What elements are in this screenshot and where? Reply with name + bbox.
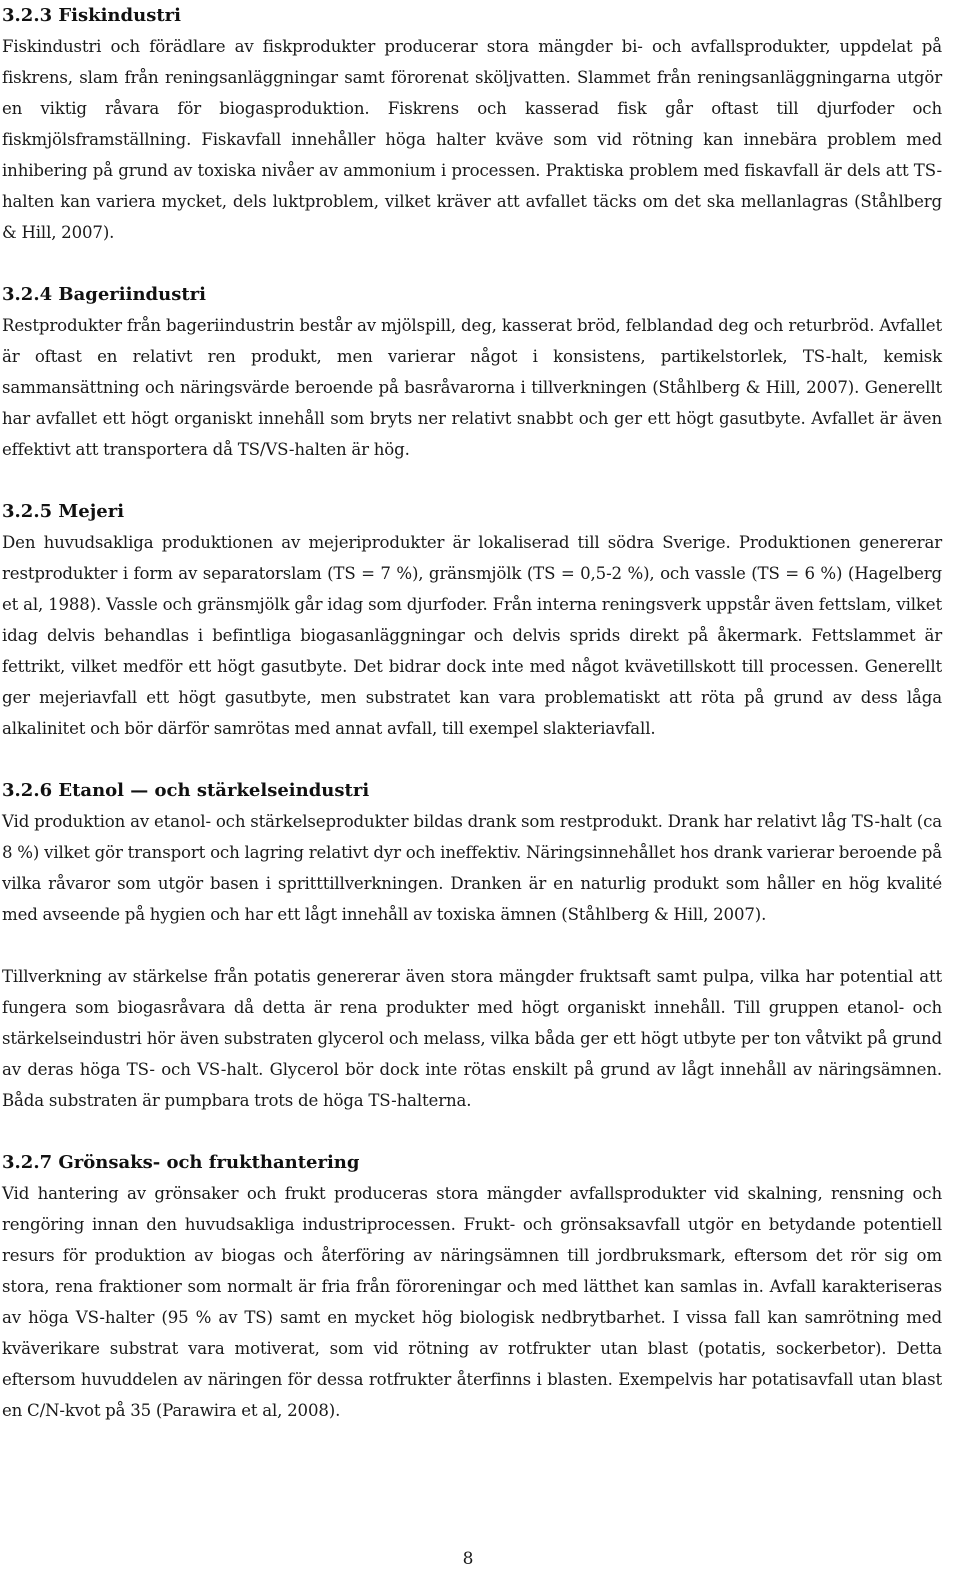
section-paragraph: Restprodukter från bageriindustrin består av mjölspill, deg, kasserat bröd, felblandad deg och returbröd. Avfallet är oftast en relativt ren produkt, men varierar något i konsistens, partikelstorlek, TS-halt, kemisk sammansättning och näringsvärde beroende på basråvarorna i tillverkningen (Ståhlberg & Hill, 2007). Generellt har avfallet ett högt organiskt innehåll som bryts ner relativt snabbt och ger ett högt gasutbyte. Avfallet är även effektivt att transportera då TS/VS-halten är hög. bbox=[2, 316, 942, 459]
section-etanol bbox=[2, 775, 942, 1116]
spacer bbox=[2, 744, 942, 775]
section-gronsaker bbox=[2, 1147, 942, 1426]
section-mejeri bbox=[2, 496, 942, 744]
section-paragraph: Tillverkning av stärkelse från potatis genererar även stora mängder fruktsaft samt pulpa, vilka har potential att fungera som biogasråvara då detta är rena produkter med högt organiskt innehåll. Till gruppen etanol- och stärkelseindustri hör även substraten glycerol och melass, vilka båda ger ett högt utbyte per ton våtvikt på grund av deras höga TS- och VS-halt. Glycerol bör dock inte rötas enskilt på grund av lågt innehåll av näringsämnen. Båda substraten är pumpbara trots de höga TS-halterna. bbox=[2, 967, 942, 1110]
spacer bbox=[2, 930, 942, 961]
document-page bbox=[2, 0, 942, 1426]
spacer bbox=[2, 1116, 942, 1147]
section-bageriindustri bbox=[2, 279, 942, 465]
page-number: 8 bbox=[462, 1549, 474, 1569]
section-heading: 3.2.6 Etanol — och stärkelseindustri bbox=[2, 780, 370, 801]
section-paragraph: Vid hantering av grönsaker och frukt produceras stora mängder avfallsprodukter vid skalning, rensning och rengöring innan den huvudsakliga industriprocessen. Frukt- och grönsaksavfall utgör en betydande potentiell resurs för produktion av biogas och återföring av näringsämnen till jordbruksmark, eftersom det rör sig om stora, rena fraktioner som normalt är fria från föroreningar och med lätthet kan samlas in. Avfall karakteriseras av höga VS-halter (95 % av TS) samt en mycket hög biologisk nedbrytbarhet. I vissa fall kan samrötning med kväverikare substrat vara motiverat, som vid rötning av rotfrukter utan blast (potatis, sockerbetor). Detta eftersom huvuddelen av näringen för dessa rotfrukter återfinns i blasten. Exempelvis har potatisavfall utan blast en C/N-kvot på 35 (Parawira et al, 2008). bbox=[2, 1184, 942, 1420]
section-paragraph: Vid produktion av etanol- och stärkelseprodukter bildas drank som restprodukt. Drank har relativt låg TS-halt (ca 8 %) vilket gör transport och lagring relativt dyr och ineffektiv. Näringsinnehållet hos drank varierar beroende på vilka råvaror som utgör basen i spritttillverkningen. Dranken är en naturlig produkt som håller en hög kvalité med avseende på hygien och har ett lågt innehåll av toxiska ämnen (Ståhlberg & Hill, 2007). bbox=[2, 812, 942, 924]
section-heading: 3.2.3 Fiskindustri bbox=[2, 5, 181, 26]
spacer bbox=[2, 465, 942, 496]
section-fiskindustri bbox=[2, 0, 942, 248]
spacer bbox=[2, 248, 942, 279]
section-paragraph: Fiskindustri och förädlare av fiskprodukter producerar stora mängder bi- och avfallsprodukter, uppdelat på fiskrens, slam från reningsanläggningar samt förorenat sköljvatten. Slammet från reningsanläggningarna utgör en viktig råvara för biogasproduktion. Fiskrens och kasserad fisk går oftast till djurfoder och fiskmjölsframställning. Fiskavfall innehåller höga halter kväve som vid rötning kan innebära problem med inhibering på grund av toxiska nivåer av ammonium i processen. Praktiska problem med fiskavfall är dels att TS-halten kan variera mycket, dels luktproblem, vilket kräver att avfallet täcks om det ska mellanlagras (Ståhlberg & Hill, 2007). bbox=[2, 37, 942, 242]
section-heading: 3.2.4 Bageriindustri bbox=[2, 284, 206, 305]
section-heading: 3.2.7 Grönsaks- och frukthantering bbox=[2, 1152, 360, 1173]
section-heading: 3.2.5 Mejeri bbox=[2, 501, 125, 522]
section-paragraph: Den huvudsakliga produktionen av mejeriprodukter är lokaliserad till södra Sverige. Produktionen genererar restprodukter i form av separatorslam (TS = 7 %), gränsmjölk (TS = 0,5-2 %), och vassle (TS = 6 %) (Hagelberg et al, 1988). Vassle och gränsmjölk går idag som djurfoder. Från interna reningsverk uppstår även fettslam, vilket idag delvis behandlas i befintliga biogasanläggningar och delvis sprids direkt på åkermark. Fettslammet är fettrikt, vilket medför ett högt gasutbyte. Det bidrar dock inte med något kvävetillskott till processen. Generellt ger mejeriavfall ett högt gasutbyte, men substratet kan vara problematiskt att röta på grund av dess låga alkalinitet och bör därför samrötas med annat avfall, till exempel slakteriavfall. bbox=[2, 533, 942, 738]
